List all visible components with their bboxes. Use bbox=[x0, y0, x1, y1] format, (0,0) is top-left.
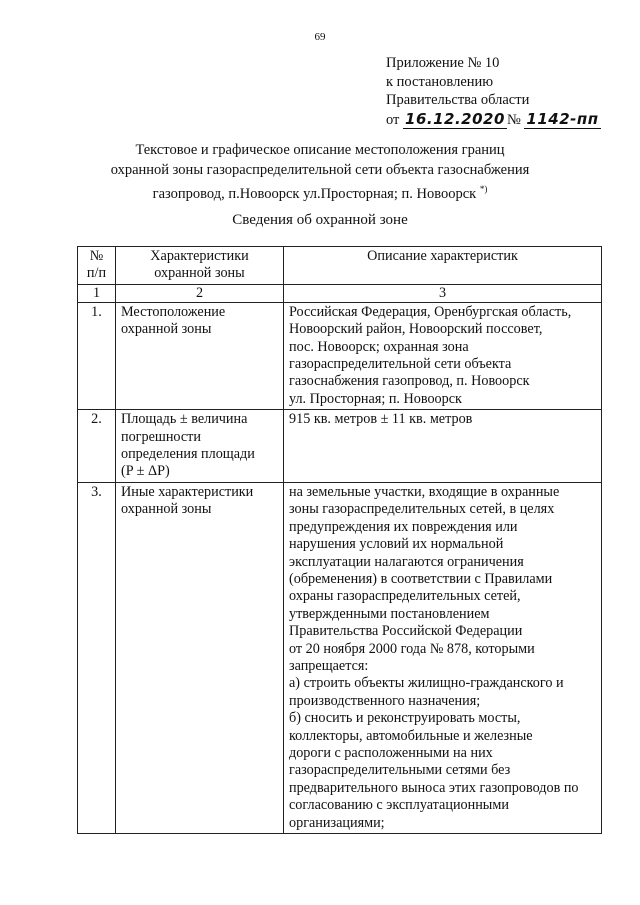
header-number: № п/п bbox=[78, 247, 116, 285]
row-description: Российская Федерация, Оренбургская область, Новоорский район, Новоорский поссовет, пос. Новоорск; охранная зона газораспределительной сети объекта газоснабжения газопровод, п. Новоорск ул. Просторная; п. Новоорск bbox=[284, 302, 602, 409]
column-number-1: 1 bbox=[78, 284, 116, 302]
row-description: на земельные участки, входящие в охранные зоны газораспределительных сетей, в целях предупреждения их повреждения или нарушения условий их нормальной эксплуатации налагаются ограничения (обременения) в соответствии с Правилами охраны газораспределительных сетей, утвержденными постановлением Правительства Российской Федерации от 20 ноября 2000 года № 878, которыми запрещается: а) строить объекты жилищно-гражданского и производственного назначения; б) сносить и реконструировать мосты, коллекторы, автомобильные и железные дороги с расположенными на них газораспределительными сетями без предварительного выноса этих газопроводов по согласованию с эксплуатационными организациями; bbox=[284, 482, 602, 833]
appendix-date-line bbox=[386, 110, 601, 130]
zone-info-table bbox=[77, 246, 602, 834]
title-line-2: охранной зоны газораспределительной сети объекта газоснабжения bbox=[110, 161, 530, 178]
appendix-title: Приложение № 10 bbox=[386, 55, 500, 71]
table-row bbox=[78, 410, 602, 483]
date-prefix: от bbox=[386, 111, 400, 128]
table-header-row bbox=[78, 247, 602, 285]
appendix-reference: к постановлению bbox=[386, 73, 494, 90]
column-number-row bbox=[78, 284, 602, 302]
row-number: 3. bbox=[78, 482, 116, 833]
page-number: 69 bbox=[314, 31, 326, 43]
column-number-2: 2 bbox=[116, 284, 284, 302]
header-description: Описание характеристик bbox=[284, 247, 602, 285]
title-line-3-text: газопровод, п.Новоорск ул.Просторная; п. Новоорск bbox=[152, 186, 477, 202]
section-heading: Сведения об охранной зоне bbox=[232, 212, 408, 228]
row-description: 915 кв. метров ± 11 кв. метров bbox=[284, 410, 602, 483]
table-row bbox=[78, 302, 602, 409]
handwritten-date: 16.12.2020 bbox=[405, 109, 505, 128]
row-characteristic: Местоположение охранной зоны bbox=[116, 302, 284, 409]
row-characteristic: Иные характеристики охранной зоны bbox=[116, 482, 284, 833]
title-line-1: Текстовое и графическое описание местоположения границ bbox=[135, 142, 505, 158]
number-sign: № bbox=[506, 111, 521, 128]
handwritten-number: 1142-пп bbox=[526, 109, 599, 128]
row-characteristic: Площадь ± величина погрешности определения площади (P ± ΔP) bbox=[116, 410, 284, 483]
row-number: 2. bbox=[78, 410, 116, 483]
row-number: 1. bbox=[78, 302, 116, 409]
appendix-block bbox=[386, 54, 601, 129]
header-characteristic: Характеристики охранной зоны bbox=[116, 247, 284, 285]
column-number-3: 3 bbox=[284, 284, 602, 302]
title-line-3 bbox=[0, 180, 640, 205]
document-title bbox=[0, 141, 640, 205]
footnote-mark: *) bbox=[479, 184, 488, 194]
table-row bbox=[78, 482, 602, 833]
appendix-authority: Правительства области bbox=[386, 92, 530, 108]
